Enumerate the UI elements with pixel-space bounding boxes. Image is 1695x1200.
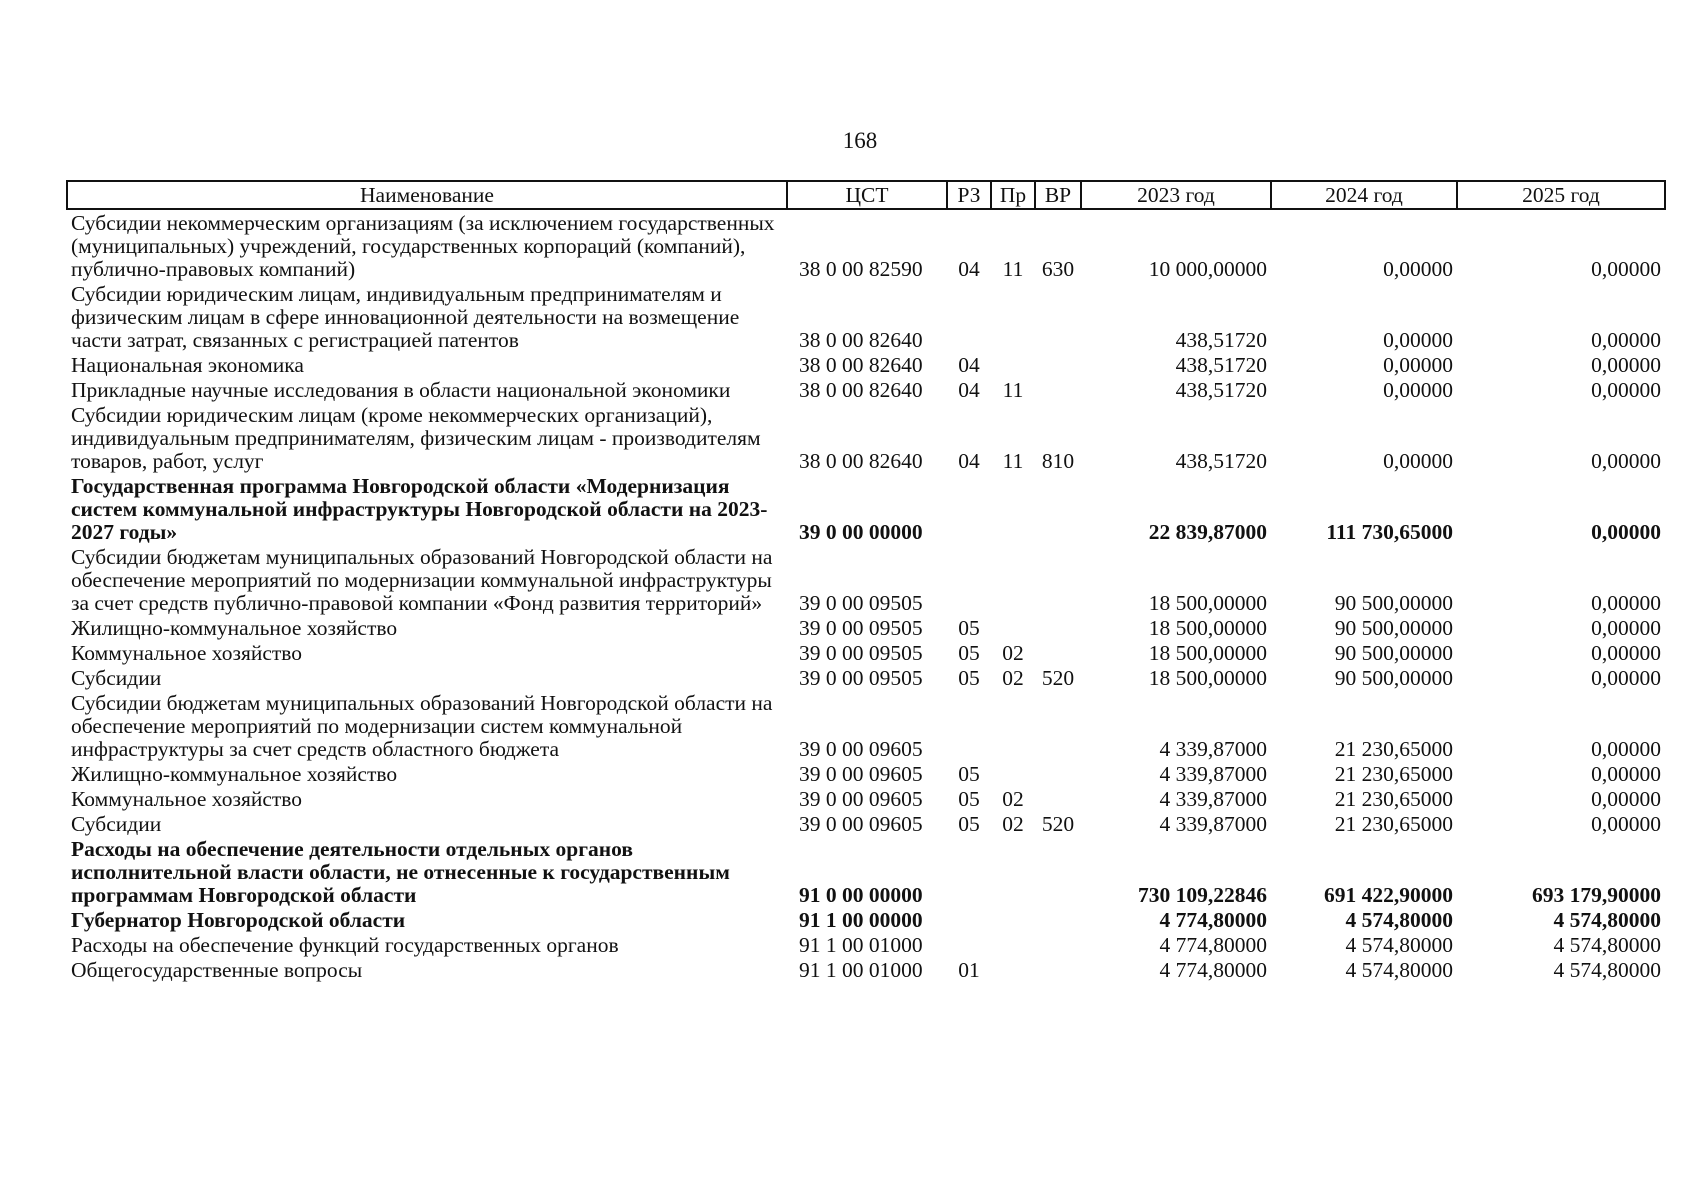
- cell-2024: 691 422,90000: [1324, 883, 1453, 907]
- cell-rz: [947, 473, 991, 544]
- header-pr: Пр: [991, 181, 1035, 209]
- header-name: Наименование: [67, 181, 787, 209]
- cell-rz: [947, 907, 991, 932]
- table-row: [67, 281, 1665, 352]
- page-number: 168: [842, 128, 878, 153]
- cell-2025: 0,00000: [1591, 616, 1661, 640]
- table-row: [67, 690, 1665, 761]
- cell-2024: 4 574,80000: [1345, 908, 1453, 932]
- cell-vr: [1035, 640, 1081, 665]
- cell-pr: [991, 836, 1035, 907]
- cell-2023: 10 000,00000: [1148, 257, 1267, 281]
- cell-2023: 4 774,80000: [1159, 908, 1267, 932]
- cell-2023: 4 339,87000: [1159, 787, 1267, 811]
- cell-rz: [947, 836, 991, 907]
- cell-cst: 39 0 00 09505: [799, 591, 923, 615]
- cell-rz: 01: [958, 958, 980, 982]
- cell-pr: 11: [1002, 378, 1024, 402]
- cell-rz: 04: [958, 378, 980, 402]
- cell-vr: [1035, 352, 1081, 377]
- table-row: [67, 402, 1665, 473]
- cell-cst: 38 0 00 82640: [799, 353, 923, 377]
- cell-name: Национальная экономика: [71, 353, 304, 377]
- cell-2025: 0,00000: [1591, 666, 1661, 690]
- cell-2025: 0,00000: [1591, 449, 1661, 473]
- table-row: [67, 640, 1665, 665]
- cell-vr: [1035, 377, 1081, 402]
- cell-vr: [1035, 615, 1081, 640]
- cell-2024: 4 574,80000: [1345, 958, 1453, 982]
- cell-pr: 02: [1002, 812, 1024, 836]
- cell-name: Субсидии: [71, 812, 162, 836]
- header-rz: РЗ: [947, 181, 991, 209]
- cell-2025: 0,00000: [1591, 641, 1661, 665]
- cell-2024: 90 500,00000: [1334, 666, 1453, 690]
- cell-cst: 39 0 00 09505: [799, 666, 923, 690]
- table-header-row: [67, 181, 1665, 209]
- cell-pr: 02: [1002, 666, 1024, 690]
- cell-pr: [991, 690, 1035, 761]
- cell-rz: [947, 932, 991, 957]
- cell-2024: 0,00000: [1383, 378, 1453, 402]
- cell-vr: [1035, 761, 1081, 786]
- cell-2024: 21 230,65000: [1334, 762, 1453, 786]
- cell-name: Расходы на обеспечение деятельности отдельных органов исполнительной власти области, не отнесенные к государственным программам Новгородской области: [71, 837, 730, 907]
- cell-rz: 04: [958, 449, 980, 473]
- cell-name: Субсидии юридическим лицам (кроме некоммерческих организаций), индивидуальным предпринимателям, физическим лицам - производителям товаров, работ, услуг: [71, 403, 761, 473]
- cell-2024: 90 500,00000: [1334, 641, 1453, 665]
- cell-cst: 39 0 00 09505: [799, 641, 923, 665]
- cell-pr: 02: [1002, 787, 1024, 811]
- cell-2025: 0,00000: [1591, 591, 1661, 615]
- header-2024: 2024 год: [1271, 181, 1457, 209]
- cell-name: Субсидии: [71, 666, 162, 690]
- cell-cst: 38 0 00 82640: [799, 328, 923, 352]
- header-2025: 2025 год: [1457, 181, 1665, 209]
- cell-2024: 0,00000: [1383, 353, 1453, 377]
- cell-2023: 18 500,00000: [1148, 591, 1267, 615]
- cell-pr: [991, 761, 1035, 786]
- cell-pr: [991, 957, 1035, 982]
- cell-vr: 520: [1041, 812, 1075, 836]
- cell-vr: 810: [1041, 449, 1075, 473]
- cell-2023: 4 774,80000: [1159, 958, 1267, 982]
- cell-pr: [991, 907, 1035, 932]
- cell-vr: [1035, 957, 1081, 982]
- cell-vr: [1035, 473, 1081, 544]
- table-row: [67, 811, 1665, 836]
- cell-cst: 39 0 00 09505: [799, 616, 923, 640]
- table-row: [67, 544, 1665, 615]
- cell-cst: 38 0 00 82640: [799, 449, 923, 473]
- cell-2024: 21 230,65000: [1334, 812, 1453, 836]
- cell-vr: [1035, 690, 1081, 761]
- table-row: [67, 957, 1665, 982]
- table-row: [67, 932, 1665, 957]
- cell-pr: [991, 932, 1035, 957]
- header-vr: ВР: [1035, 181, 1081, 209]
- cell-rz: [947, 690, 991, 761]
- cell-cst: 39 0 00 09605: [799, 737, 923, 761]
- cell-rz: 05: [958, 812, 980, 836]
- cell-name: Государственная программа Новгородской области «Модернизация систем коммунальной инфраструктуры Новгородской области на 2023-2027 годы»: [71, 474, 768, 544]
- cell-2024: 0,00000: [1383, 257, 1453, 281]
- cell-name: Коммунальное хозяйство: [71, 641, 303, 665]
- cell-2025: 0,00000: [1591, 787, 1661, 811]
- cell-name: Губернатор Новгородской области: [71, 908, 406, 932]
- cell-rz: 05: [958, 787, 980, 811]
- cell-2025: 0,00000: [1591, 353, 1661, 377]
- cell-name: Расходы на обеспечение функций государственных органов: [71, 933, 619, 957]
- cell-2025: 4 574,80000: [1553, 933, 1661, 957]
- cell-2023: 730 109,22846: [1138, 883, 1267, 907]
- cell-rz: 05: [958, 666, 980, 690]
- table-row: [67, 786, 1665, 811]
- cell-rz: [947, 281, 991, 352]
- cell-name: Субсидии некоммерческим организациям (за исключением государственных (муниципальных) учреждений, государственных корпораций (компаний), публично-правовых компаний): [71, 211, 775, 281]
- cell-2023: 438,51720: [1175, 449, 1267, 473]
- cell-vr: [1035, 836, 1081, 907]
- header-2023: 2023 год: [1081, 181, 1271, 209]
- cell-vr: [1035, 281, 1081, 352]
- cell-rz: 05: [958, 762, 980, 786]
- cell-cst: 91 0 00 00000: [799, 883, 923, 907]
- cell-2024: 0,00000: [1383, 449, 1453, 473]
- cell-2024: 21 230,65000: [1334, 787, 1453, 811]
- table-row: [67, 907, 1665, 932]
- cell-2023: 4 774,80000: [1159, 933, 1267, 957]
- cell-cst: 91 1 00 01000: [799, 958, 923, 982]
- cell-rz: [947, 544, 991, 615]
- budget-table: [66, 180, 1666, 982]
- cell-pr: [991, 544, 1035, 615]
- cell-cst: 91 1 00 01000: [799, 933, 923, 957]
- cell-2025: 4 574,80000: [1553, 958, 1661, 982]
- table-row: [67, 761, 1665, 786]
- cell-cst: 39 0 00 09605: [799, 787, 923, 811]
- cell-2023: 18 500,00000: [1148, 616, 1267, 640]
- cell-pr: [991, 473, 1035, 544]
- table-body: [67, 209, 1665, 982]
- cell-2024: 90 500,00000: [1334, 591, 1453, 615]
- cell-name: Жилищно-коммунальное хозяйство: [71, 762, 398, 786]
- cell-name: Жилищно-коммунальное хозяйство: [71, 616, 398, 640]
- cell-2025: 0,00000: [1591, 737, 1661, 761]
- cell-2025: 0,00000: [1591, 257, 1661, 281]
- cell-name: Субсидии юридическим лицам, индивидуальным предпринимателям и физическим лицам в сфере инновационной деятельности на возмещение части затрат, связанных с регистрацией патентов: [71, 282, 740, 352]
- cell-vr: 630: [1041, 257, 1075, 281]
- cell-2025: 693 179,90000: [1532, 883, 1661, 907]
- cell-pr: [991, 352, 1035, 377]
- cell-vr: 520: [1041, 666, 1075, 690]
- table-row: [67, 615, 1665, 640]
- cell-2024: 21 230,65000: [1334, 737, 1453, 761]
- cell-2023: 438,51720: [1175, 378, 1267, 402]
- cell-2024: 111 730,65000: [1326, 520, 1453, 544]
- table-row: [67, 377, 1665, 402]
- cell-2023: 4 339,87000: [1159, 762, 1267, 786]
- cell-2024: 4 574,80000: [1345, 933, 1453, 957]
- cell-2024: 90 500,00000: [1334, 616, 1453, 640]
- cell-cst: 91 1 00 00000: [799, 908, 923, 932]
- cell-2023: 18 500,00000: [1148, 641, 1267, 665]
- cell-vr: [1035, 907, 1081, 932]
- cell-pr: 02: [1002, 641, 1024, 665]
- table-row: [67, 665, 1665, 690]
- cell-pr: [991, 281, 1035, 352]
- cell-rz: 04: [958, 257, 980, 281]
- cell-name: Субсидии бюджетам муниципальных образований Новгородской области на обеспечение мероприятий по модернизации систем коммунальной инфраструктуры за счет средств областного бюджета: [71, 691, 773, 761]
- cell-cst: 38 0 00 82640: [799, 378, 923, 402]
- header-cst: ЦСТ: [787, 181, 947, 209]
- cell-vr: [1035, 786, 1081, 811]
- cell-2023: 438,51720: [1175, 353, 1267, 377]
- cell-2025: 4 574,80000: [1553, 908, 1661, 932]
- table-row: [67, 352, 1665, 377]
- cell-2025: 0,00000: [1591, 762, 1661, 786]
- cell-pr: 11: [1002, 449, 1024, 473]
- cell-2023: 438,51720: [1175, 328, 1267, 352]
- cell-vr: [1035, 544, 1081, 615]
- cell-vr: [1035, 932, 1081, 957]
- cell-name: Прикладные научные исследования в области национальной экономики: [71, 378, 731, 402]
- table-row: [67, 836, 1665, 907]
- table-row: [67, 473, 1665, 544]
- cell-2025: 0,00000: [1591, 328, 1661, 352]
- cell-pr: 11: [1002, 257, 1024, 281]
- cell-2023: 4 339,87000: [1159, 737, 1267, 761]
- cell-cst: 39 0 00 09605: [799, 762, 923, 786]
- cell-2025: 0,00000: [1591, 378, 1661, 402]
- cell-2024: 0,00000: [1383, 328, 1453, 352]
- cell-2023: 22 839,87000: [1148, 520, 1267, 544]
- cell-name: Коммунальное хозяйство: [71, 787, 303, 811]
- cell-2023: 4 339,87000: [1159, 812, 1267, 836]
- cell-rz: 05: [958, 616, 980, 640]
- cell-2025: 0,00000: [1591, 520, 1661, 544]
- cell-cst: 39 0 00 00000: [799, 520, 923, 544]
- cell-pr: [991, 615, 1035, 640]
- cell-cst: 39 0 00 09605: [799, 812, 923, 836]
- cell-rz: 05: [958, 641, 980, 665]
- cell-2023: 18 500,00000: [1148, 666, 1267, 690]
- cell-cst: 38 0 00 82590: [799, 257, 923, 281]
- cell-name: Общегосударственные вопросы: [71, 958, 363, 982]
- table-row: [67, 209, 1665, 281]
- cell-name: Субсидии бюджетам муниципальных образований Новгородской области на обеспечение мероприятий по модернизации коммунальной инфраструктуры за счет средств публично-правовой компании «Фонд развития территорий»: [71, 545, 773, 615]
- cell-2025: 0,00000: [1591, 812, 1661, 836]
- cell-rz: 04: [958, 353, 980, 377]
